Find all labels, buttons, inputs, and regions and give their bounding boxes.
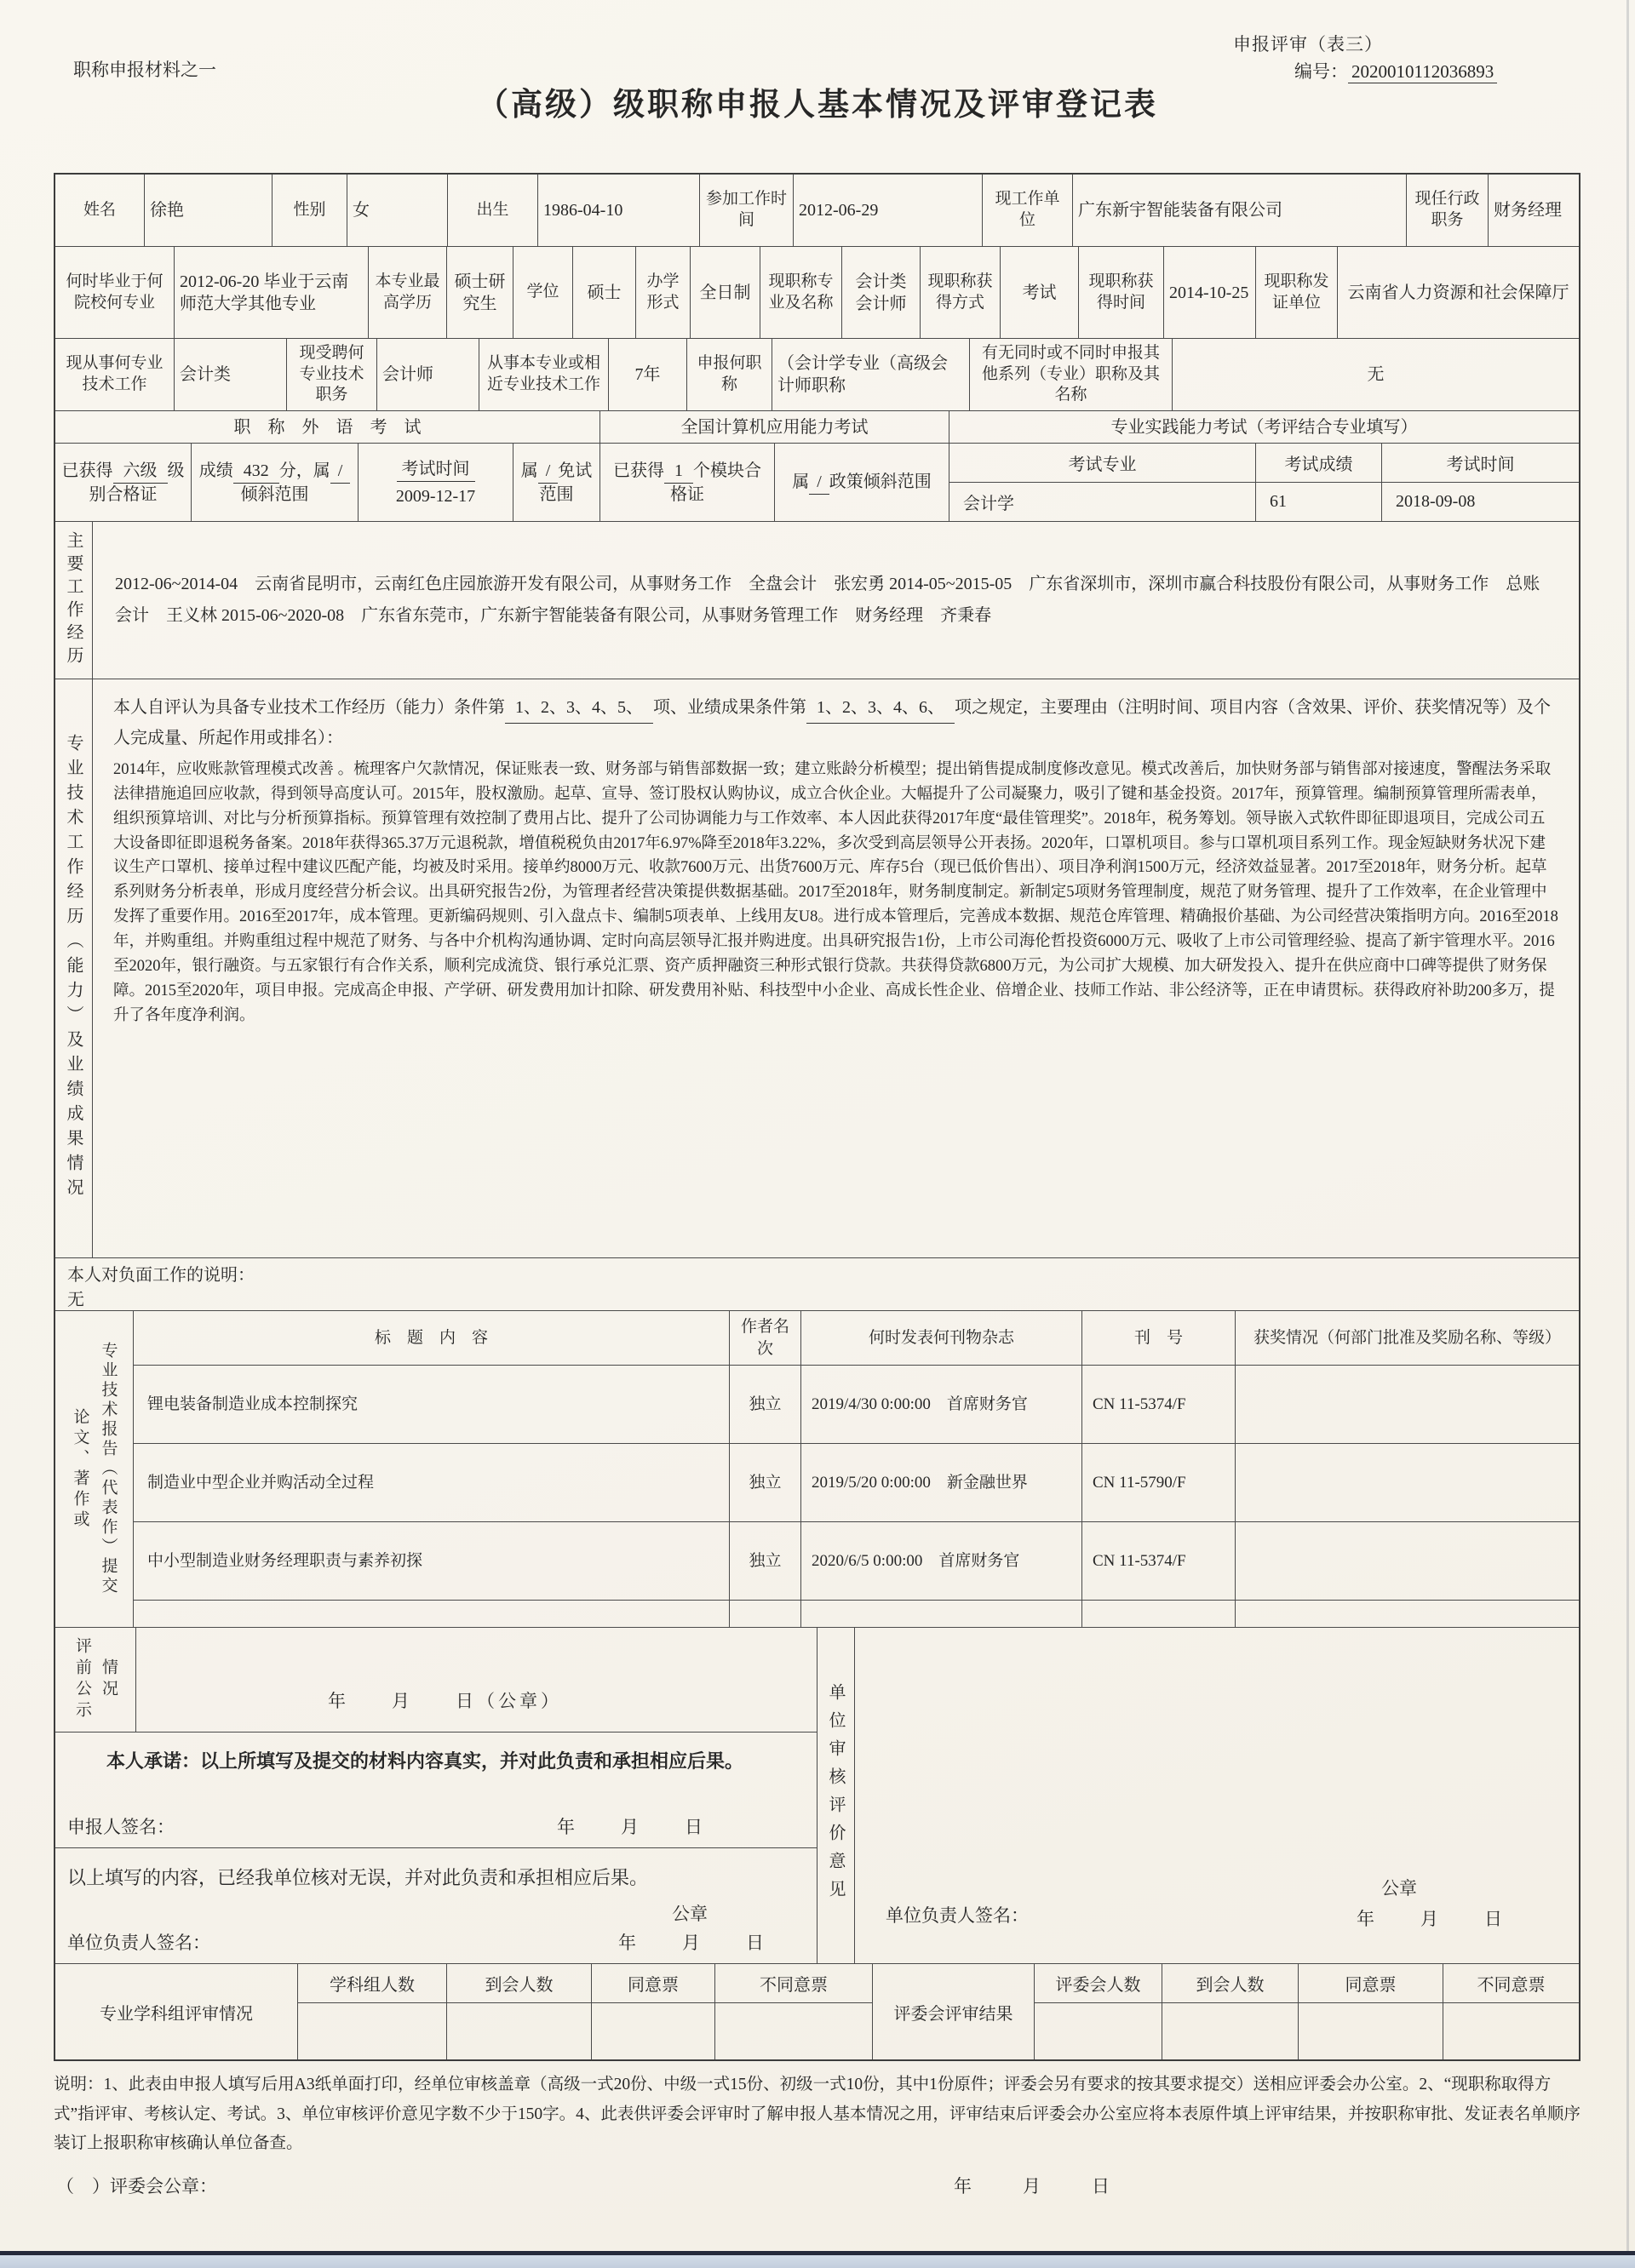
achv-intro-mid: 项、业绩成果条件第 (653, 698, 806, 717)
publicity-label-sub: 情况 (100, 1658, 118, 1701)
apply-title-label: 申报何职称 (687, 339, 772, 410)
committee-col-agree (1299, 1964, 1443, 2059)
committee-present-header: 到会人数 (1162, 1964, 1298, 2003)
current-work-row (55, 339, 1579, 411)
negative-statement-label: 本人对负面工作的说明： (67, 1266, 255, 1285)
practice-time-value: 2018-09-08 (1396, 492, 1476, 511)
work-history-text: 2012-06~2014-04 云南省昆明市，云南红色庄园旅游开发有限公司，从事财务工作 全盘会计 张宏勇 2014-05~2015-05 广东省深圳市，深圳市赢合科技股份有限公司，从事财务工作 总账会计 王义林 2015-06~2020-08 广东省东莞市，广东新宇智能装备有限公司，从事财务管理工作 财务经理 齐秉春 (115, 575, 1540, 625)
computer-policy-pre: 属 (792, 472, 810, 491)
publications-label (55, 1311, 134, 1627)
foreign-exam-header: 职 称 外 语 考 试 (55, 411, 600, 443)
achv-intro-post: 项之规定，主要理由（注明时间、项目内容（含效果、评价、获奖情况等）及个人完成量、所起作用或排名）： (113, 698, 1551, 747)
employer-value: 广东新宇智能装备有限公司 (1073, 175, 1407, 246)
work-years-label: 从事本专业或相近专业技术工作 (479, 339, 609, 410)
foreign-score-post: 倾斜范围 (240, 484, 309, 504)
computer-policy-cell (775, 444, 949, 521)
practice-exam-header: 专业实践能力考试（考评结合专业填写） (1110, 417, 1418, 437)
gender-label: 性别 (272, 175, 347, 246)
committee-col-present (1162, 1964, 1299, 2059)
practice-time-label: 考试时间 (1382, 444, 1579, 483)
group-present-value (447, 2003, 591, 2059)
other-series-label: 有无同时或不同时申报其他系列（专业）职称及其名称 (970, 339, 1173, 410)
group-agree-header: 同意票 (592, 1964, 714, 2003)
apply-title-value: （会计学专业（高级会计师职称 (772, 339, 970, 410)
promise-text: 本人承诺：以上所填写及提交的材料内容真实，并对此负责和承担相应后果。 (106, 1750, 744, 1772)
foreign-score-mid: 分，属 (278, 461, 330, 480)
pub3-issn: CN 11-5374/F (1082, 1522, 1236, 1600)
unit-review-label (818, 1628, 855, 1963)
pub-col-journal: 何时发表何刊物杂志 (801, 1311, 1082, 1365)
foreign-score-value: 432 (233, 460, 279, 484)
foreign-score-slash: / (330, 460, 351, 484)
publication-row-3 (134, 1522, 1579, 1601)
publication-row-empty (134, 1601, 1579, 1627)
committee-col-disagree (1443, 1964, 1579, 2059)
computer-cert-count: 1 (664, 460, 693, 484)
group-col-disagree (715, 1964, 873, 2059)
committee-present-value (1162, 2003, 1298, 2059)
foreign-exam-time-cell (359, 444, 513, 521)
foreign-cert-post: 级别合格证 (89, 461, 185, 504)
education-title-row (55, 247, 1579, 339)
committee-date-line: 年 月 日 (954, 2176, 1115, 2196)
pub1-journal: 2019/4/30 0:00:00 首席财务官 (801, 1366, 1082, 1443)
current-title-name-label: 现职称专业及名称 (760, 247, 842, 338)
verify-sign-label: 单位负责人签名： (67, 1933, 210, 1953)
group-members-value (298, 2003, 446, 2059)
publications-header-row (134, 1311, 1579, 1366)
pub2-award (1236, 1444, 1579, 1521)
publication-row-2 (134, 1444, 1579, 1522)
unit-verify-box (55, 1848, 817, 1963)
group-col-members (298, 1964, 447, 2059)
graduation-label: 何时毕业于何院校何专业 (55, 247, 175, 338)
unit-review-label-text: 单位审核评价意见 (826, 1683, 845, 1908)
applicant-sign-date: 年 月 日 (557, 1817, 706, 1838)
group-agree-value (592, 2003, 714, 2059)
current-title-name-value: 会计类会计师 (842, 247, 921, 338)
birth-label: 出生 (448, 175, 538, 246)
pub2-author: 独立 (730, 1444, 801, 1521)
pub4-award (1236, 1601, 1579, 1627)
committee-col-members (1035, 1964, 1162, 2059)
practice-score-col (1256, 444, 1382, 521)
foreign-exempt-pre: 属 (520, 461, 538, 480)
practice-exam-subtable (949, 444, 1579, 521)
foreign-exempt-cell (513, 444, 600, 521)
verify-sign-date: 年 月 日 (618, 1933, 767, 1953)
foreign-exempt-post: 免试范围 (539, 461, 593, 504)
computer-policy-post: 政策倾斜范围 (829, 472, 932, 491)
achievements-intro (113, 693, 1560, 753)
unit-review-sign-label: 单位负责人签名： (886, 1905, 1029, 1926)
pub1-title: 锂电装备制造业成本控制探究 (134, 1366, 730, 1443)
committee-agree-value (1299, 2003, 1443, 2059)
hired-post-label: 现受聘何专业技术职务 (287, 339, 377, 410)
title-date-value: 2014-10-25 (1164, 247, 1256, 338)
applicant-promise-box (55, 1732, 817, 1849)
publicity-label (55, 1628, 136, 1732)
achievements-content (93, 679, 1579, 1257)
pub4-author (730, 1601, 801, 1627)
name-value: 徐艳 (145, 175, 272, 246)
practice-score-label: 考试成绩 (1256, 444, 1381, 483)
work-field-value: 会计类 (175, 339, 287, 410)
practice-major-value: 会计学 (963, 495, 1014, 513)
achievements-row (55, 679, 1579, 1258)
verify-seal-label: 公章 (672, 1904, 708, 1924)
page-title: （高级）级职称申报人基本情况及评审登记表 (477, 88, 1158, 123)
highest-education-label: 本专业最高学历 (369, 247, 447, 338)
practice-score-value: 61 (1270, 492, 1287, 511)
foreign-cert-level: 六级 (113, 460, 168, 484)
degree-label: 学位 (513, 247, 573, 338)
degree-value: 硕士 (573, 247, 636, 338)
publications-label-left: 论文、著作或 (71, 1407, 89, 1531)
serial-label: 编号： (1294, 61, 1348, 82)
form-category-tag: 申报评审（表三） (1233, 34, 1383, 54)
work-history-label-text: 主要工作经历 (64, 531, 83, 669)
pub-col-title: 标 题 内 容 (134, 1311, 730, 1365)
applicant-sign-label: 申报人签名： (67, 1817, 175, 1838)
employer-label: 现工作单位 (983, 175, 1073, 246)
study-mode-label: 办学形式 (636, 247, 691, 338)
practice-time-col (1382, 444, 1579, 521)
other-series-value: 无 (1367, 365, 1385, 384)
hired-post-value: 会计师 (377, 339, 479, 410)
unit-review-box (855, 1628, 1579, 1963)
group-col-present (447, 1964, 592, 2059)
publications-label-right: 专业技术报告（代表作）提交 (99, 1342, 118, 1596)
pre-review-publicity-box (55, 1628, 817, 1732)
exam-headers-row (55, 411, 1579, 444)
committee-agree-header: 同意票 (1299, 1964, 1443, 2003)
group-members-header: 学科组人数 (298, 1964, 446, 2003)
work-history-label (55, 522, 93, 679)
foreign-score-pre: 成绩 (198, 461, 233, 480)
pub4-issn (1082, 1601, 1236, 1627)
work-history-row (55, 522, 1579, 679)
negative-statement-value: 无 (67, 1291, 84, 1309)
foreign-cert-cell (55, 444, 192, 521)
study-mode-value: 全日制 (691, 247, 760, 338)
pub2-issn: CN 11-5790/F (1082, 1444, 1236, 1521)
practice-major-label: 考试专业 (949, 444, 1255, 483)
pub3-journal: 2020/6/5 0:00:00 首席财务官 (801, 1522, 1082, 1600)
foreign-exam-time-label: 考试时间 (397, 458, 475, 482)
group-col-agree (592, 1964, 715, 2059)
pub2-title: 制造业中型企业并购活动全过程 (134, 1444, 730, 1521)
achv-intro-nums1: 1、2、3、4、5、 (505, 693, 653, 724)
pub1-author: 独立 (730, 1366, 801, 1443)
work-years-value: 7年 (609, 339, 687, 410)
pub3-author: 独立 (730, 1522, 801, 1600)
achievements-label (55, 679, 93, 1257)
verify-text: 以上填写的内容，已经我单位核对无误，并对此负责和承担相应后果。 (67, 1867, 649, 1889)
work-history-content (93, 522, 1579, 679)
practice-major-col (949, 444, 1256, 521)
basic-info-row (55, 175, 1579, 247)
graduation-value: 2012-06-20 毕业于云南师范大学其他专业 (175, 247, 369, 338)
work-field-label: 现从事何专业技术工作 (55, 339, 175, 410)
foreign-score-cell (192, 444, 359, 521)
work-start-label: 参加工作时间 (700, 175, 794, 246)
unit-review-date-line: 年 月 日 (1357, 1909, 1506, 1929)
committee-members-value (1035, 2003, 1162, 2059)
voting-row (55, 1964, 1579, 2059)
group-disagree-value (715, 2003, 872, 2059)
pub1-award (1236, 1366, 1579, 1443)
pub-col-author: 作者名次 (730, 1311, 801, 1365)
computer-exam-header: 全国计算机应用能力考试 (600, 411, 949, 443)
pub-col-issn: 刊 号 (1082, 1311, 1236, 1365)
negative-statement-row (55, 1258, 1579, 1311)
foreign-exam-time-value: 2009-12-17 (395, 486, 476, 506)
highest-education-value: 硕士研究生 (447, 247, 513, 338)
work-start-value: 2012-06-29 (794, 175, 983, 246)
publicity-label-main: 评前公示 (73, 1636, 91, 1722)
computer-cert-cell (600, 444, 775, 521)
pub1-issn: CN 11-5374/F (1082, 1366, 1236, 1443)
birth-value: 1986-04-10 (538, 175, 700, 246)
group-disagree-header: 不同意票 (715, 1964, 872, 2003)
publications-table (134, 1311, 1579, 1627)
computer-cert-pre: 已获得 (613, 461, 664, 480)
gender-value: 女 (347, 175, 448, 246)
publicity-date-line: 年 月 日（公章） (328, 1690, 562, 1711)
material-note: 职称申报材料之一 (73, 60, 216, 80)
publication-row-1 (134, 1366, 1579, 1444)
achv-intro-pre: 本人自评认为具备专业技术工作经历（能力）条件第 (113, 698, 505, 717)
pub4-journal (801, 1601, 1082, 1627)
negative-statement-cell (55, 1258, 1579, 1310)
committee-disagree-header: 不同意票 (1443, 1964, 1579, 2003)
pub3-title: 中小型制造业财务经理职责与素养初探 (134, 1522, 730, 1600)
title-method-label: 现职称获得方式 (921, 247, 1001, 338)
pub4-title (134, 1601, 730, 1627)
instructions-note: 说明：1、此表由申报人填写后用A3纸单面打印，经单位审核盖章（高级一式20份、中级一式15份、初级一式10份，其中1份原件；评委会另有要求的按其要求提交）送相应评委会办公室。2、“现职称取得方式”指评审、考核认定、考试。3、单位审核评价意见字数不少于150字。4、此表供评委会评审时了解申报人基本情况之用，评审结束后评委会办公室应将本表原件填上评审结果，并按职称审批、发证表名单顺序装订上报职称审核确认单位备查。 (54, 2076, 1580, 2153)
achievements-body: 2014年，应收账款管理模式改善 。梳理客户欠款情况，保证账表一致、财务部与销售部数据一致；建立账龄分析模型；提出销售提成制度修改意见。模式改善后，加快财务部与销售部对接速度，警醒法务采取法律措施追回应收款，得到领导高度认可。2015年，股权激励。起草、宣导、签订股权认购协议，成立合伙企业。大幅提升了公司凝聚力，吸引了键和基金投资。2017年，预算管理。编制预算管理所需表单，组织预算培训、对比与分析预算指标。预算管理有效控制了费用占比、提升了公司协调能力与工作效率、本人因此获得2017年度“最佳管理奖”。2018年，税务筹划。领导嵌入式软件即征即退项目，完成公司五大设备即征即退税务备案。2018年获得365.37万元退税款，增值税税负由2017年6.97%降至2018年3.22%，多次受到高层领导公开表扬。2020年，口罩机项目。参与口罩机项目系列工作。现金短缺财务状况下建议生产口罩机、接单过程中建议匹配产能，均被及时采用。接单约8000万元、收款7600万元、出货7600万元、库存5台（现已低价售出）、项目净利润1500万元，经济效益显著。2017至2018年，财务分析。起草系列财务分析表单，形成月度经营分析会议。出具研究报告2份，为管理者经营决策提供数据基础。2017至2018年，财务制度制定。新制定5项财务管理制度，规范了财务管理、提升了工作效率，在企业管理中发挥了重要作用。2016至2017年，成本管理。更新编码规则、引入盘点卡、编制5项表单、上线用友U8。进行成本管理后，完善成本数据、规范仓库管理、精确报价基础、为公司经营决策指明方向。2016至2018年，并购重组。并购重组过程中规范了财务、与各中介机构沟通协调、定时向高层领导汇报并购进度。出具研究报告1份，上市公司海伦哲投资6000万元、吸收了上市公司管理经验、提高了新宇管理水平。2016至2020年，银行融资。与五家银行有合作关系，顺利完成流贷、银行承兑汇票、资产质押融资三种形式银行贷款。共获得贷款6800万元，为公司扩大规模、加大研发投入、提升在供应商中口碑等提供了财务保障。2015至2020年，项目申报。完成高企申报、产学研、研发费用加计扣除、研发费用补贴、科技型中小企业、高成长性企业、倍增企业、技师工作站、非公经济等，正在申请贯标。获得政府补助200多万，提升了各年度净利润。 (113, 761, 1558, 1024)
unit-review-seal-label: 公章 (1381, 1878, 1417, 1899)
serial-number: 2020010112036893 (1348, 61, 1497, 83)
group-present-header: 到会人数 (447, 1964, 591, 2003)
pub-col-award: 获奖情况（何部门批准及奖励名称、等级） (1253, 1328, 1561, 1347)
subject-group-label: 专业学科组评审情况 (55, 1964, 298, 2059)
title-method-value: 考试 (1001, 247, 1079, 338)
title-issuer-label: 现职称发证单位 (1256, 247, 1338, 338)
committee-disagree-value (1443, 2003, 1579, 2059)
computer-cert-post: 个模块合格证 (670, 461, 761, 504)
computer-policy-slash: / (809, 471, 829, 495)
exam-values-row (55, 444, 1579, 522)
admin-post-label: 现任行政职务 (1407, 175, 1489, 246)
title-issuer-value: 云南省人力资源和社会保障厅 (1347, 283, 1569, 302)
admin-post-value: 财务经理 (1494, 201, 1562, 220)
foreign-exempt-slash: / (538, 460, 559, 484)
pub2-journal: 2019/5/20 0:00:00 新金融世界 (801, 1444, 1082, 1521)
committee-result-label: 评委会评审结果 (873, 1964, 1035, 2059)
scan-edge-shadow (1626, 0, 1629, 2254)
scan-bottom-band (0, 2255, 1635, 2268)
committee-members-header: 评委会人数 (1035, 1964, 1162, 2003)
signatures-region-row (55, 1628, 1579, 1964)
foreign-cert-pre: 已获得 (61, 461, 113, 480)
achievements-label-text: 专业技术工作经历（能力）及业绩成果情况 (64, 734, 83, 1203)
publications-row (55, 1311, 1579, 1628)
pub3-award (1236, 1522, 1579, 1600)
achv-intro-nums2: 1、2、3、4、6、 (806, 693, 955, 724)
registration-table (54, 173, 1580, 2061)
committee-seal-line: （ ）评委会公章： (56, 2176, 217, 2196)
name-label: 姓名 (55, 175, 145, 246)
title-date-label: 现职称获得时间 (1079, 247, 1164, 338)
left-signature-stack (55, 1628, 818, 1963)
